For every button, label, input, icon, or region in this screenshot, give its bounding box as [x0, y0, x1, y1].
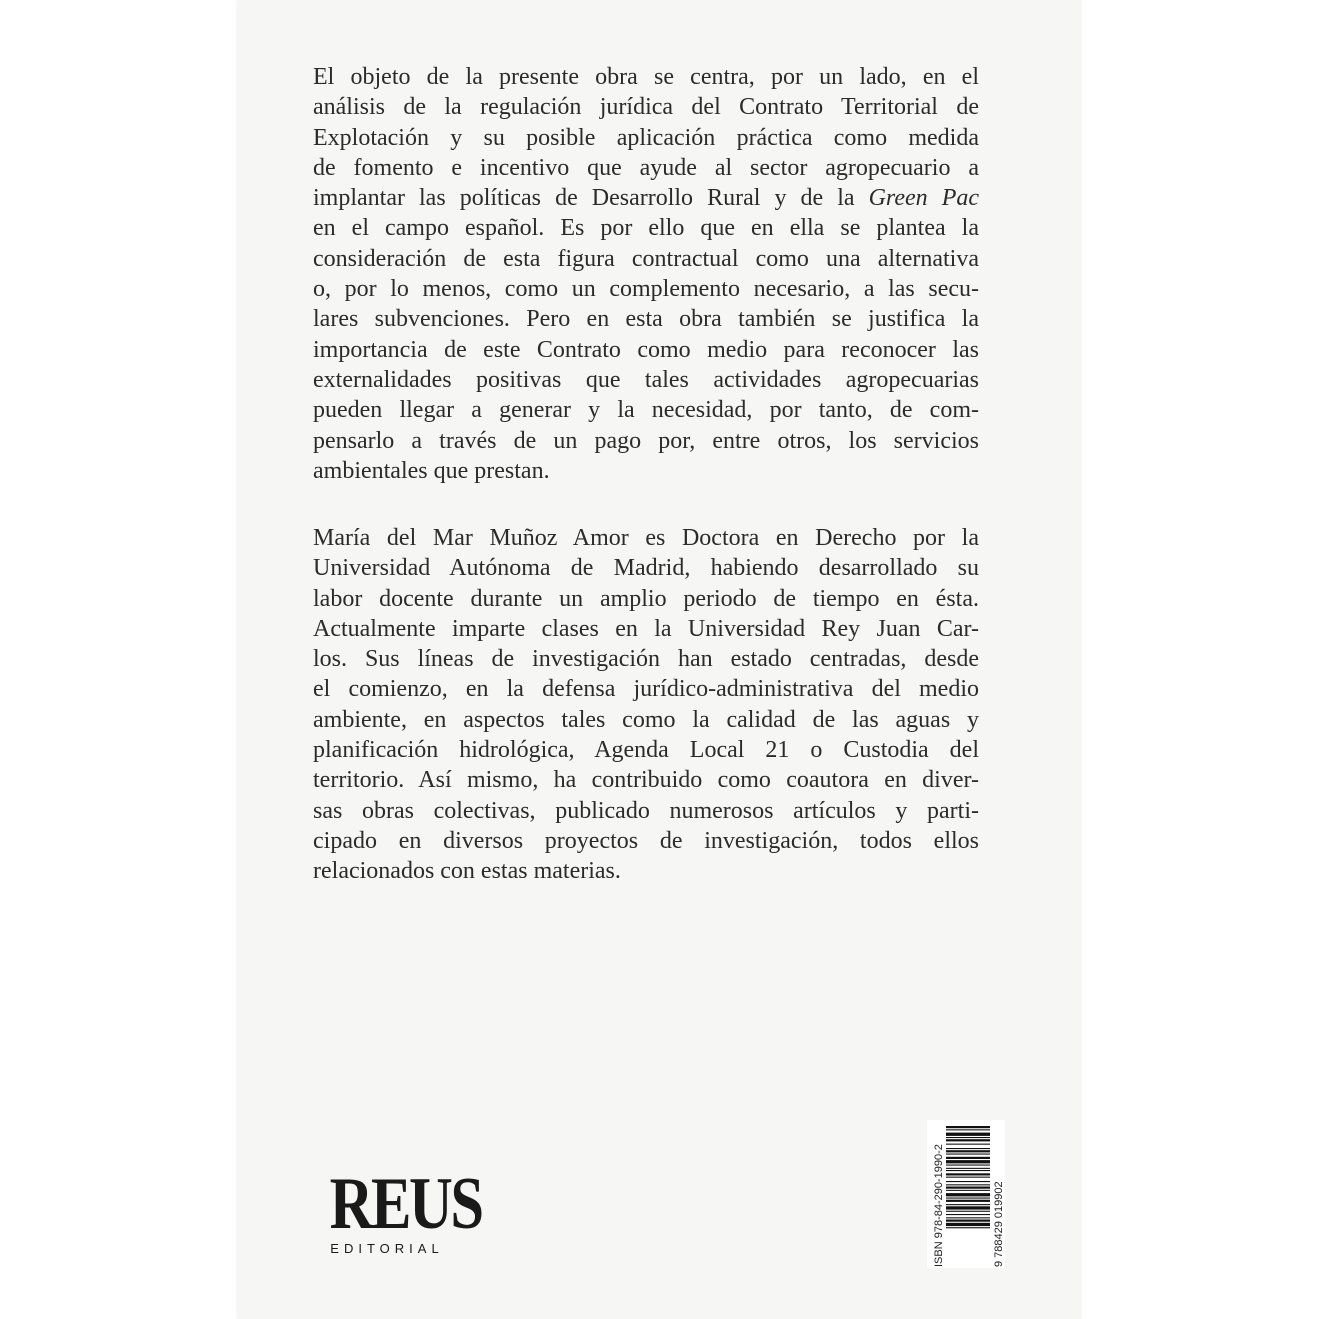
barcode-bar — [946, 1157, 990, 1159]
text-line: consideración de esta figura contractual como una alternativa — [313, 245, 979, 272]
barcode-bar — [946, 1181, 990, 1182]
text-line: Universidad Autónoma de Madrid, habiendo desarrollado su — [313, 555, 979, 582]
barcode-bar — [946, 1223, 990, 1226]
barcode-bar — [946, 1190, 990, 1191]
text-line: en el campo español. Es por ello que en ella se plantea la — [313, 215, 979, 242]
publisher-logo — [317, 1163, 482, 1256]
synopsis-paragraph — [313, 62, 979, 486]
barcode-bar — [946, 1126, 990, 1128]
text-line: territorio. Así mismo, ha contribuido como coautora en diver- — [313, 767, 979, 794]
barcode-digits: 9 788429 019902 — [993, 1181, 1005, 1267]
barcode-bar — [946, 1204, 990, 1205]
barcode-bar — [946, 1227, 990, 1228]
barcode-bar — [946, 1214, 990, 1215]
text-line: los. Sus líneas de investigación han estado centradas, desde — [313, 646, 979, 673]
barcode-bar — [946, 1198, 990, 1199]
text-line: pueden llegar a generar y la necesidad, por tanto, de com- — [313, 397, 979, 424]
text-line: importancia de este Contrato como medio para reconocer las — [313, 336, 979, 363]
text-line: de fomento e incentivo que ayude al sector agropecuario a — [313, 154, 979, 181]
barcode-bar — [946, 1211, 990, 1212]
text-line: externalidades positivas que tales actividades agropecuarias — [313, 366, 979, 393]
barcode-bar — [946, 1220, 990, 1222]
text-line: relacionados con estas materias. — [313, 858, 621, 885]
barcode-bar — [946, 1187, 990, 1189]
text-line: planificación hidrológica, Agenda Local 21 o Custodia del — [313, 737, 979, 764]
text-fragment: implantar las políticas de Desarrollo Rural y de la — [313, 185, 869, 212]
barcode-bar — [946, 1160, 990, 1163]
barcode-bar — [946, 1148, 990, 1149]
text-line: ambientales que prestan. — [313, 457, 550, 484]
barcode-isbn-label: ISBN 978-84-290-1990-2 — [933, 1144, 945, 1267]
text-line: María del Mar Muñoz Amor es Doctora en Derecho por la — [313, 525, 979, 551]
barcode-bar — [946, 1170, 990, 1171]
barcode-bar — [946, 1144, 990, 1145]
text-line: cipado en diversos proyectos de investigación, todos ellos — [313, 827, 979, 854]
barcode-bar — [946, 1129, 990, 1130]
publisher-subtitle: EDITORIAL — [330, 1241, 444, 1256]
italic-phrase: Green Pac — [868, 185, 980, 212]
barcode-bar — [946, 1133, 990, 1136]
publisher-name: REUS — [329, 1163, 482, 1245]
barcode-bar — [946, 1206, 990, 1209]
text-line: pensarlo a través de un pago por, entre otros, los servicios — [313, 427, 979, 454]
barcode-bar — [946, 1177, 990, 1178]
text-line: Actualmente imparte clases en la Universidad Rey Juan Car- — [313, 615, 979, 642]
barcode-bar — [946, 1139, 990, 1141]
barcode-bar — [946, 1184, 990, 1185]
text-line: El objeto de la presente obra se centra, por un lado, en el — [313, 64, 979, 90]
barcode-bar — [946, 1154, 990, 1155]
author-bio-paragraph — [313, 523, 979, 887]
barcode-bar — [946, 1217, 990, 1218]
barcode-bar — [946, 1137, 990, 1138]
barcode-bar — [946, 1165, 990, 1166]
text-line: análisis de la regulación jurídica del Contrato Territorial de — [313, 94, 979, 121]
text-line: Explotación y su posible aplicación práctica como medida — [313, 124, 979, 151]
barcode-bar — [946, 1168, 990, 1169]
text-line-with-italic — [313, 183, 979, 213]
text-line: el comienzo, en la defensa jurídico-administrativa del medio — [313, 676, 979, 703]
book-back-cover — [237, 0, 1081, 1319]
text-line: sas obras colectivas, publicado numerosos artículos y parti- — [313, 797, 979, 824]
barcode-bar — [946, 1173, 990, 1175]
barcode-bar — [946, 1193, 990, 1196]
text-line: labor docente durante un amplio periodo de tiempo en ésta. — [313, 585, 979, 612]
barcode-bar — [946, 1150, 990, 1152]
text-line: lares subvenciones. Pero en esta obra también se justifica la — [313, 306, 979, 333]
barcode-bar — [946, 1200, 990, 1202]
text-line: o, por lo menos, como un complemento necesario, a las secu- — [313, 276, 979, 303]
isbn-barcode — [927, 1120, 1005, 1268]
text-line: ambiente, en aspectos tales como la calidad de las aguas y — [313, 706, 979, 733]
